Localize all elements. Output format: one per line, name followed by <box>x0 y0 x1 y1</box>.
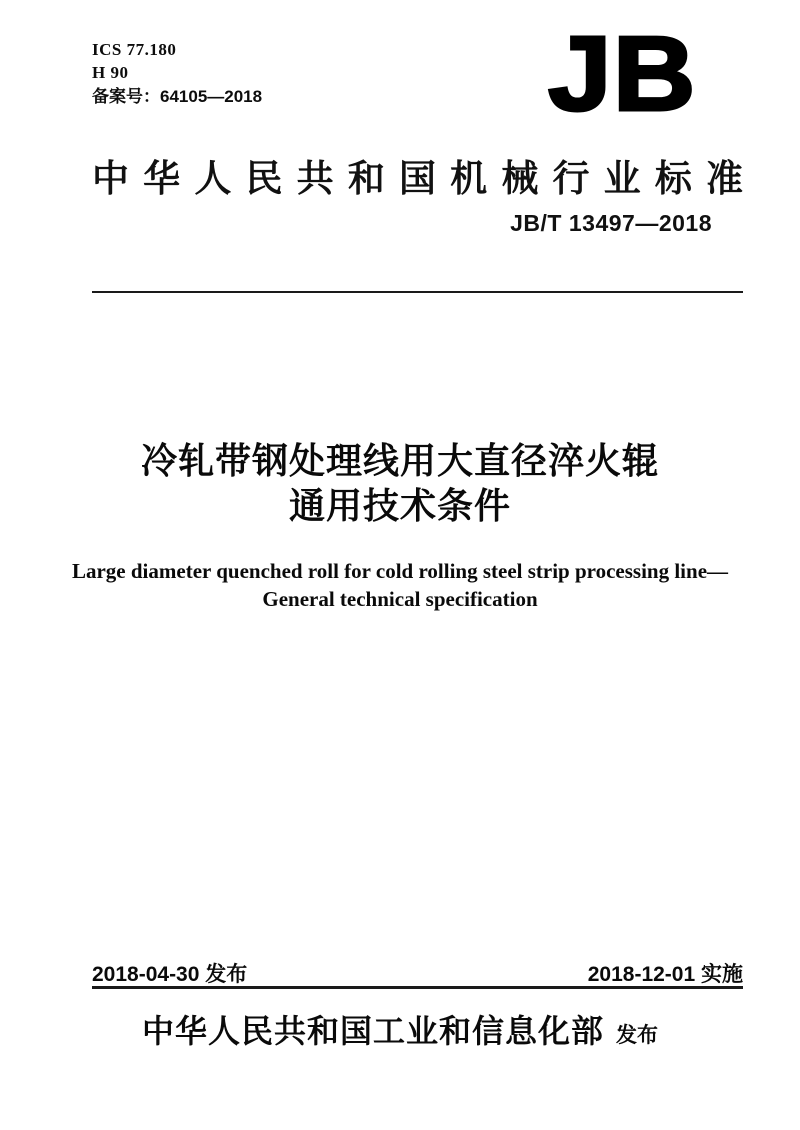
ics-code: ICS 77.180 <box>92 40 177 59</box>
title-en-line1: Large diameter quenched roll for cold rolling steel strip processing line— <box>71 559 729 583</box>
implementation-date: 2018-12-01 实施 <box>587 963 743 986</box>
standard-category-title: 中华人民共和国机械行业标准 <box>92 158 743 199</box>
title-cn-line2: 通用技术条件 <box>288 485 511 526</box>
title-chinese <box>0 438 800 528</box>
title-cn-line1: 冷轧带钢处理线用大直径淬火辊 <box>140 440 659 481</box>
title-english <box>0 557 800 613</box>
classification-code: H 90 <box>92 63 129 82</box>
title-en-line2: General technical specification <box>262 587 538 611</box>
record-number: 备案号：64105—2018 <box>92 87 263 106</box>
meta-block <box>92 38 262 108</box>
issuer-row <box>0 1006 800 1052</box>
issue-date: 2018-04-30 发布 <box>92 963 248 986</box>
issuing-authority: 中华人民共和国工业和信息化部 <box>141 1013 604 1049</box>
footer-rule <box>92 986 743 989</box>
jb-logo: JB <box>548 15 697 133</box>
dates-row <box>92 958 743 988</box>
header-rule <box>92 291 743 293</box>
standard-number: JB/T 13497—2018 <box>510 210 712 236</box>
publish-label: 发布 <box>616 1024 658 1047</box>
